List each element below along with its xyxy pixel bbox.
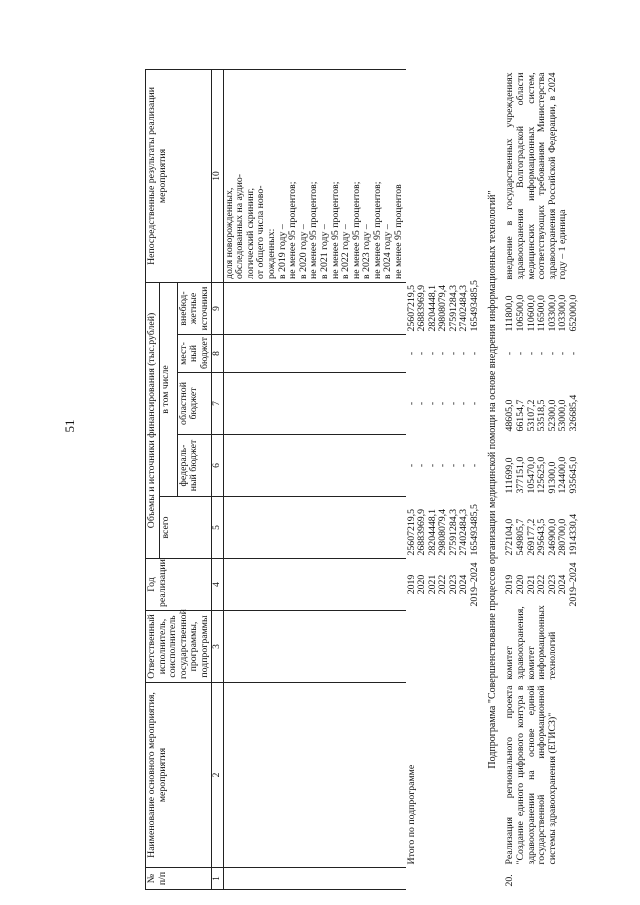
value: 29808079,4 — [437, 508, 449, 556]
value: - — [437, 463, 449, 468]
year: 2023 — [447, 574, 459, 595]
col-number: 6 — [212, 435, 223, 497]
value: - — [546, 351, 558, 356]
result-line: не менее 95 процентов; — [308, 181, 320, 279]
value: 27591284,3 — [447, 508, 459, 556]
col-number: 9 — [212, 282, 223, 334]
year: 2023 — [546, 574, 558, 595]
value: 25607219,5 — [405, 508, 417, 556]
row20-regional — [504, 373, 580, 435]
col-number: 3 — [212, 611, 223, 683]
year: 2021 — [426, 574, 438, 595]
value: - — [567, 351, 579, 356]
year: 2019 — [405, 574, 417, 595]
value: - — [416, 463, 428, 468]
value: 110600,0 — [525, 295, 537, 332]
value: 111699,0 — [504, 457, 516, 494]
result-line: не менее 95 процентов — [392, 184, 404, 279]
header-extra: внебюд-жетные источники — [177, 282, 212, 334]
itogo-total — [406, 497, 482, 559]
value: 27591284,3 — [447, 284, 459, 332]
col-number: 1 — [212, 868, 223, 890]
year: 2022 — [536, 574, 548, 595]
value: - — [405, 401, 417, 406]
row20-result: внедрение в государственных учреждениях здравоохранения Волгоградской области медицинских информационных систем, соответствующих требованиям Министерства здравоохранения Российской Федерации, в 2024 году – 1 единица — [504, 72, 569, 280]
header-federal: федераль-ный бюджет — [177, 435, 212, 497]
year: 2020 — [416, 574, 428, 595]
itogo-local — [406, 335, 482, 373]
value: 53518,5 — [536, 399, 548, 432]
value: - — [416, 351, 428, 356]
year: 2021 — [525, 574, 537, 595]
result-line: в 2022 году – — [340, 224, 352, 279]
value: - — [504, 351, 516, 356]
itogo-extra — [406, 282, 482, 334]
col-number: 5 — [212, 497, 223, 559]
page-number: 51 — [62, 419, 77, 433]
year: 2019–2024 — [567, 562, 579, 607]
value: - — [447, 463, 459, 468]
value: 326685,4 — [567, 394, 579, 432]
value: 377151,0 — [514, 456, 526, 494]
result-line: от общего числа ново- — [255, 185, 267, 279]
value: - — [426, 463, 438, 468]
value: 105470,0 — [525, 456, 537, 494]
value: 935645,0 — [567, 456, 579, 494]
value: - — [525, 351, 537, 356]
itogo-years — [406, 559, 482, 611]
value: - — [416, 401, 428, 406]
budget-table — [145, 69, 580, 890]
value: 53107,2 — [525, 399, 537, 432]
col-number: 2 — [212, 683, 223, 868]
result-line: в 2021 году – — [318, 224, 330, 279]
year: 2020 — [514, 574, 526, 595]
value: - — [469, 401, 481, 406]
value: - — [458, 351, 470, 356]
value: 652000,0 — [567, 294, 579, 332]
result-line: не менее 95 процентов; — [350, 181, 362, 279]
value: - — [426, 401, 438, 406]
value: 103300,0 — [546, 294, 558, 332]
value: 125625,0 — [536, 456, 548, 494]
rotated-table-container — [145, 70, 625, 890]
value: - — [458, 401, 470, 406]
value: 272104,0 — [504, 518, 516, 556]
row20-years — [504, 559, 580, 611]
result-continuation-row — [223, 69, 405, 889]
value: 26883969,9 — [416, 284, 428, 332]
header-executor: Ответственный исполнитель, соисполнитель государственной программы, подпрограммы — [146, 611, 212, 683]
col-number: 4 — [212, 559, 223, 611]
value: 27402484,3 — [458, 508, 470, 556]
col-number: 7 — [212, 373, 223, 435]
year: 2019–2024 — [469, 562, 481, 607]
value: 106500,0 — [514, 294, 526, 332]
result-line: в 2019 году – — [276, 224, 288, 279]
value: 103300,0 — [557, 294, 569, 332]
value: 165493485,5 — [469, 280, 481, 332]
itogo-label: Итого по подпрограмме — [405, 764, 417, 865]
value: - — [469, 351, 481, 356]
value: - — [437, 351, 449, 356]
column-number-row — [212, 69, 223, 889]
value: 26883969,9 — [416, 508, 428, 556]
result-line: в 2024 году – — [382, 224, 394, 279]
value: 91300,0 — [546, 461, 558, 494]
itogo-federal — [406, 435, 482, 497]
value: 52300,0 — [546, 399, 558, 432]
value: 165493485,5 — [469, 504, 481, 556]
year: 2024 — [557, 574, 569, 595]
row20-extra — [504, 282, 580, 334]
value: 53000,0 — [557, 399, 569, 432]
value: - — [447, 351, 459, 356]
col-number: 10 — [212, 69, 223, 282]
result-line: логический скрининг, — [244, 188, 256, 279]
header-num: № п/п — [146, 868, 212, 890]
value: - — [405, 351, 417, 356]
value: 269177,2 — [525, 518, 537, 556]
subprogram-title: Подпрограмма "Совершенствование процессов организации медицинской помощи на основе внедрения информационных технологий" — [486, 190, 498, 769]
value: - — [405, 463, 417, 468]
value: - — [426, 351, 438, 356]
result-line: не менее 95 процентов; — [287, 181, 299, 279]
result-line: рожденных: — [266, 228, 278, 279]
value: 28204448,1 — [426, 508, 438, 556]
value: 66154,7 — [514, 399, 526, 432]
value: - — [514, 351, 526, 356]
header-total: всего — [159, 497, 212, 559]
result-line: обследованных на аудио- — [234, 173, 246, 279]
result-line: не менее 95 процентов; — [329, 181, 341, 279]
value: - — [557, 351, 569, 356]
value: 295643,5 — [536, 518, 548, 556]
col-number: 8 — [212, 335, 223, 373]
header-local: мест-ный бюджет — [177, 335, 212, 373]
row20-federal — [504, 435, 580, 497]
itogo-regional — [406, 373, 482, 435]
year: 2024 — [458, 574, 470, 595]
value: - — [469, 463, 481, 468]
header-year: Год реализации — [146, 559, 212, 611]
subprogram-row — [482, 69, 505, 889]
row-number: 20. — [504, 874, 516, 887]
result-line: в 2023 году – — [361, 224, 373, 279]
value: 124400,0 — [557, 456, 569, 494]
value: 25607219,5 — [405, 284, 417, 332]
value: - — [536, 351, 548, 356]
header-result: Непосредственные результаты реализации мероприятия — [146, 69, 212, 282]
value: 116500,0 — [536, 295, 548, 332]
row20-total — [504, 497, 580, 559]
result-line: в 2020 году – — [297, 224, 309, 279]
header-incl: в том числе — [159, 282, 177, 496]
year: 2019 — [504, 574, 516, 595]
value: - — [458, 463, 470, 468]
value: - — [447, 401, 459, 406]
itogo-row — [406, 69, 482, 889]
year: 2022 — [437, 574, 449, 595]
value: 549805,7 — [514, 518, 526, 556]
value: 1914330,4 — [567, 513, 579, 556]
value: 111800,0 — [504, 295, 516, 332]
value: 29808079,4 — [437, 284, 449, 332]
value: 280700,0 — [557, 518, 569, 556]
row-executor: комитет здравоохранения, комитет информационных технологий — [504, 605, 558, 680]
value: 28204448,1 — [426, 284, 438, 332]
value: 48605,0 — [504, 399, 516, 432]
row-name: Реализация регионального проекта "Создание единого цифрового контура в здравоохранении на основе единой государственной информационной системы здравоохранения (ЕГИСЗ)" — [504, 685, 558, 865]
value: 27402484,3 — [458, 284, 470, 332]
row-20 — [504, 69, 580, 889]
result-line: доля новорожденных, — [223, 187, 235, 279]
result-line: не менее 95 процентов; — [371, 181, 383, 279]
value: - — [437, 401, 449, 406]
row20-local — [504, 335, 580, 373]
value: 246900,0 — [546, 518, 558, 556]
header-regional: областной бюджет — [177, 373, 212, 435]
header-funding: Объемы и источники финансирования (тыс.рублей) — [146, 282, 160, 558]
result-top-cell — [223, 69, 405, 282]
header-name: Наименование основного мероприятия, мероприятия — [146, 683, 212, 868]
